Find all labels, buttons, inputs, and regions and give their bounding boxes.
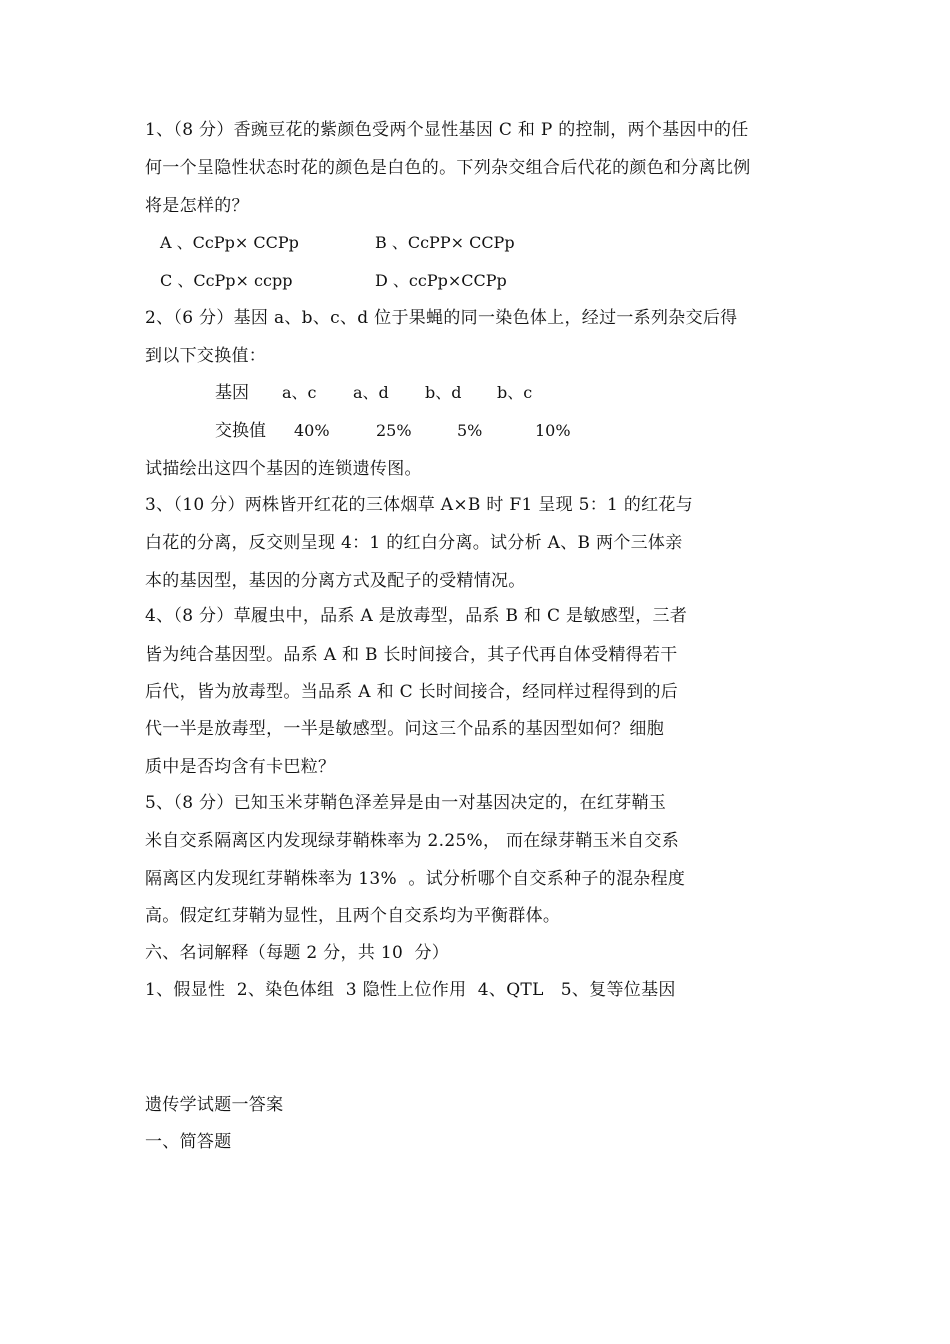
- q5-line-3: 隔离区内发现红芽鞘株率为 13% 。试分析哪个自交系种子的混杂程度: [145, 869, 686, 889]
- q1-line-2: 何一个呈隐性状态时花的颜色是白色的。下列杂交组合后代花的颜色和分离比例: [145, 158, 751, 178]
- table-cell: a、d: [353, 383, 389, 402]
- answers-title: 遗传学试题一答案: [145, 1095, 284, 1115]
- q5-line-1: 5、（8 分）已知玉米芽鞘色泽差异是由一对基因决定的，在红芽鞘玉: [145, 793, 667, 813]
- table-cell: 40%: [294, 421, 330, 440]
- q1-option-c: C 、CcPp× ccpp: [160, 271, 293, 290]
- q3-line-3: 本的基因型，基因的分离方式及配子的受精情况。: [145, 571, 526, 591]
- table-row2-label: 交换值: [215, 421, 266, 441]
- q1-line-3: 将是怎样的？: [145, 196, 249, 216]
- q5-line-4: 高。假定红芽鞘为显性，且两个自交系均为平衡群体。: [145, 906, 561, 926]
- q3-line-2: 白花的分离，反交则呈现 4：1 的红白分离。试分析 A、B 两个三体亲: [145, 533, 683, 553]
- q4-line-2: 皆为纯合基因型。品系 A 和 B 长时间接合，其子代再自体受精得若干: [145, 645, 678, 665]
- q1-option-a: A 、CcPp× CCPp: [160, 233, 299, 252]
- table-cell: 25%: [376, 421, 412, 440]
- q3-line-1: 3、（10 分）两株皆开红花的三体烟草 A×B 时 F1 呈现 5：1 的红花与: [145, 495, 694, 515]
- q4-line-1: 4、（8 分）草履虫中，品系 A 是放毒型，品系 B 和 C 是敏感型，三者: [145, 606, 688, 626]
- table-cell: 5%: [457, 421, 483, 440]
- table-cell: 10%: [535, 421, 571, 440]
- q4-line-5: 质中是否均含有卡巴粒？: [145, 757, 336, 777]
- table-cell: a、c: [282, 383, 317, 402]
- q1-option-d: D 、ccPp×CCPp: [375, 271, 507, 290]
- q4-line-4: 代一半是放毒型，一半是敏感型。问这三个品系的基因型如何？细胞: [145, 719, 664, 739]
- table-cell: b、d: [425, 383, 462, 402]
- q4-line-3: 后代，皆为放毒型。当品系 A 和 C 长时间接合，经同样过程得到的后: [145, 682, 679, 702]
- answers-section1-heading: 一、简答题: [145, 1132, 232, 1152]
- q2-line-2: 到以下交换值：: [145, 346, 267, 366]
- q1-option-b: B 、CcPP× CCPp: [375, 233, 515, 252]
- section6-items: 1、假显性 2、染色体组 3 隐性上位作用 4、QTL 5、复等位基因: [145, 980, 676, 1000]
- table-cell: b、c: [497, 383, 533, 402]
- table-row1-label: 基因: [215, 383, 249, 403]
- q2-line-1: 2、（6 分）基因 a、b、c、d 位于果蝇的同一染色体上，经过一系列杂交后得: [145, 308, 738, 328]
- section6-heading: 六、名词解释（每题 2 分，共 10 分）: [145, 943, 450, 963]
- q1-line-1: 1、（8 分）香豌豆花的紫颜色受两个显性基因 C 和 P 的控制，两个基因中的任: [145, 120, 749, 140]
- q5-line-2: 米自交系隔离区内发现绿芽鞘株率为 2.25%， 而在绿芽鞘玉米自交系: [145, 831, 680, 851]
- q2-tail: 试描绘出这四个基因的连锁遗传图。: [145, 459, 422, 479]
